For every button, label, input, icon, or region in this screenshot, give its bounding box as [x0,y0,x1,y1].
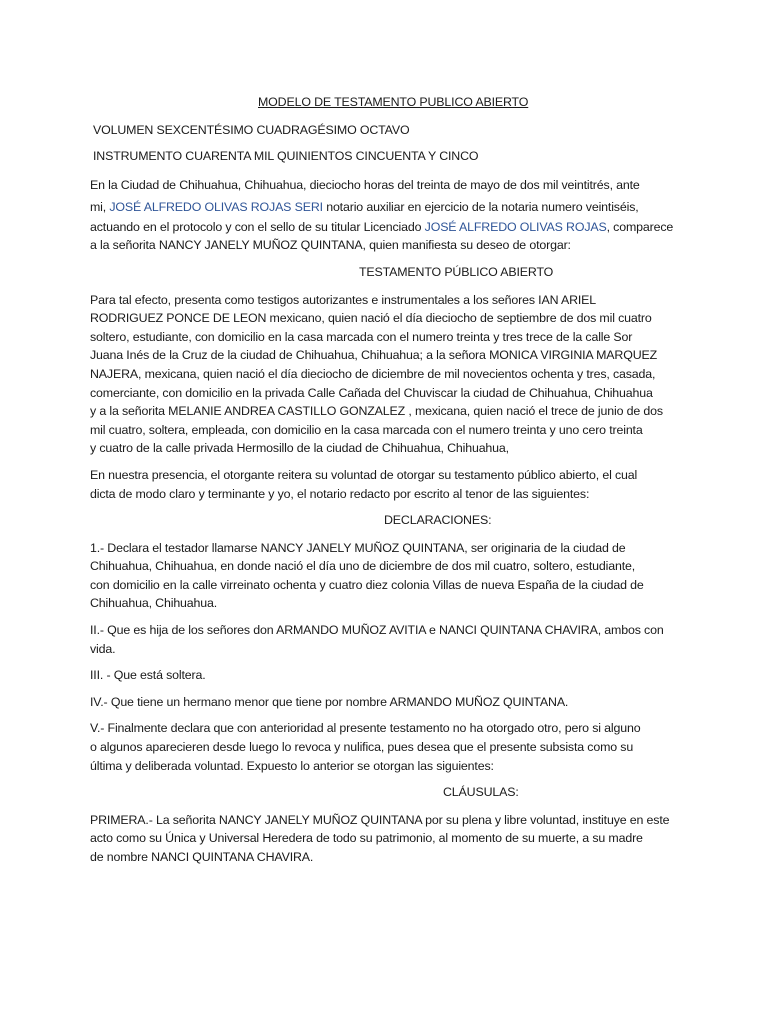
paragraph-line: o algunos aparecieren desde luego lo revoca y nulifica, pues desea que el presente subsista como su [90,740,634,755]
testamento-heading: TESTAMENTO PÚBLICO ABIERTO [359,264,554,279]
witnesses-paragraph [90,291,690,458]
paragraph-line: V.- Finalmente declara que con anterioridad al presente testamento no ha otorgado otro, pero si alguno [90,721,641,736]
paragraph-line: acto como su Única y Universal Heredera de todo su patrimonio, al momento de su muerte, a su madre [90,831,643,846]
paragraph-line: Para tal efecto, presenta como testigos autorizantes e instrumentales a los señores IAN ARIEL [90,292,597,307]
declaration-5 [90,719,690,775]
declaration-2 [90,621,690,658]
paragraph-line: mil cuatro, soltera, empleada, con domicilio en la casa marcada con el numero treinta y uno cero treinta [90,422,643,437]
paragraph-line: comerciante, con domicilio en la privada Calle Cañada del Chuviscar la ciudad de Chihuahua, Chihuahua [90,385,653,400]
paragraph-line: dicta de modo claro y terminante y yo, el notario redacto por escrito al tenor de las siguientes: [90,486,590,501]
declaration-4: IV.- Que tiene un hermano menor que tiene por nombre ARMANDO MUÑOZ QUINTANA. [90,694,569,709]
presence-paragraph [90,466,690,503]
clause-1 [90,811,690,867]
paragraph-line: En la Ciudad de Chihuahua, Chihuahua, dieciocho horas del treinta de mayo de dos mil veintitrés, ante [90,177,640,192]
paragraph-line: RODRIGUEZ PONCE DE LEON mexicano, quien nació el día dieciocho de septiembre de dos mil cuatro [90,311,652,326]
declaraciones-heading: DECLARACIONES: [384,513,492,528]
paragraph-line: Chihuahua, Chihuahua. [90,596,218,611]
paragraph-line: Juana Inés de la Cruz de la ciudad de Chihuahua, Chihuahua; a la señora MONICA VIRGINIA MARQUEZ [90,348,658,363]
paragraph-line: vida. [90,641,116,656]
paragraph-line: 1.- Declara el testador llamarse NANCY JANELY MUÑOZ QUINTANA, ser originaria de la ciudad de [90,540,626,555]
clausulas-heading: CLÁUSULAS: [443,785,519,800]
paragraph-line: En nuestra presencia, el otorgante reitera su voluntad de otorgar su testamento público abierto, el cual [90,467,638,482]
paragraph-line: soltero, estudiante, con domicilio en la casa marcada con el numero treinta y tres trece de la calle Sor [90,329,633,344]
text-span: , comparece [606,219,674,234]
text-span: notario auxiliar en ejercicio de la notaria numero veintiséis, [322,199,639,214]
declaration-3: III. - Que está soltera. [90,668,206,683]
paragraph-line: de nombre NANCI QUINTANA CHAVIRA. [90,850,314,864]
paragraph-line: II.- Que es hija de los señores don ARMANDO MUÑOZ AVITIA e NANCI QUINTANA CHAVIRA, ambos con [90,623,664,638]
paragraph-line: con domicilio en la calle virreinato ochenta y cuatro diez colonia Villas de nueva España de la ciudad de [90,577,644,592]
paragraph-line: Chihuahua, Chihuahua, en donde nació el día uno de diciembre de dos mil cuatro, soltero, estudiante, [90,559,636,574]
text-span: actuando en el protocolo y con el sello de su titular Licenciado [90,219,425,234]
opening-paragraph [90,174,690,255]
paragraph-line [90,196,690,218]
paragraph-line [90,218,690,237]
declaration-1 [90,539,690,613]
text-span: mi, [90,199,110,214]
notary-name: JOSÉ ALFREDO OLIVAS ROJAS SERI [109,199,323,214]
paragraph-line: y a la señorita MELANIE ANDREA CASTILLO GONZALEZ , mexicana, quien nació el trece de junio de dos [90,404,663,419]
paragraph-line: y cuatro de la calle privada Hermosillo de la ciudad de Chihuahua, Chihuahua, [90,441,509,456]
paragraph-line: a la señorita NANCY JANELY MUÑOZ QUINTANA, quien manifiesta su deseo de otorgar: [90,238,571,253]
document-title: MODELO DE TESTAMENTO PUBLICO ABIERTO [258,95,529,109]
paragraph-line: última y deliberada voluntad. Expuesto lo anterior se otorgan las siguientes: [90,758,494,773]
titular-name: JOSÉ ALFREDO OLIVAS ROJAS [424,219,607,234]
paragraph-line: PRIMERA.- La señorita NANCY JANELY MUÑOZ QUINTANA por su plena y libre voluntad, instituye en este [90,812,670,827]
volumen-heading: VOLUMEN SEXCENTÉSIMO CUADRAGÉSIMO OCTAVO [93,122,410,137]
instrumento-heading: INSTRUMENTO CUARENTA MIL QUINIENTOS CINCUENTA Y CINCO [93,149,479,164]
paragraph-line: NAJERA, mexicana, quien nació el día dieciocho de diciembre de mil novecientos ochenta y tres, casada, [90,366,656,381]
